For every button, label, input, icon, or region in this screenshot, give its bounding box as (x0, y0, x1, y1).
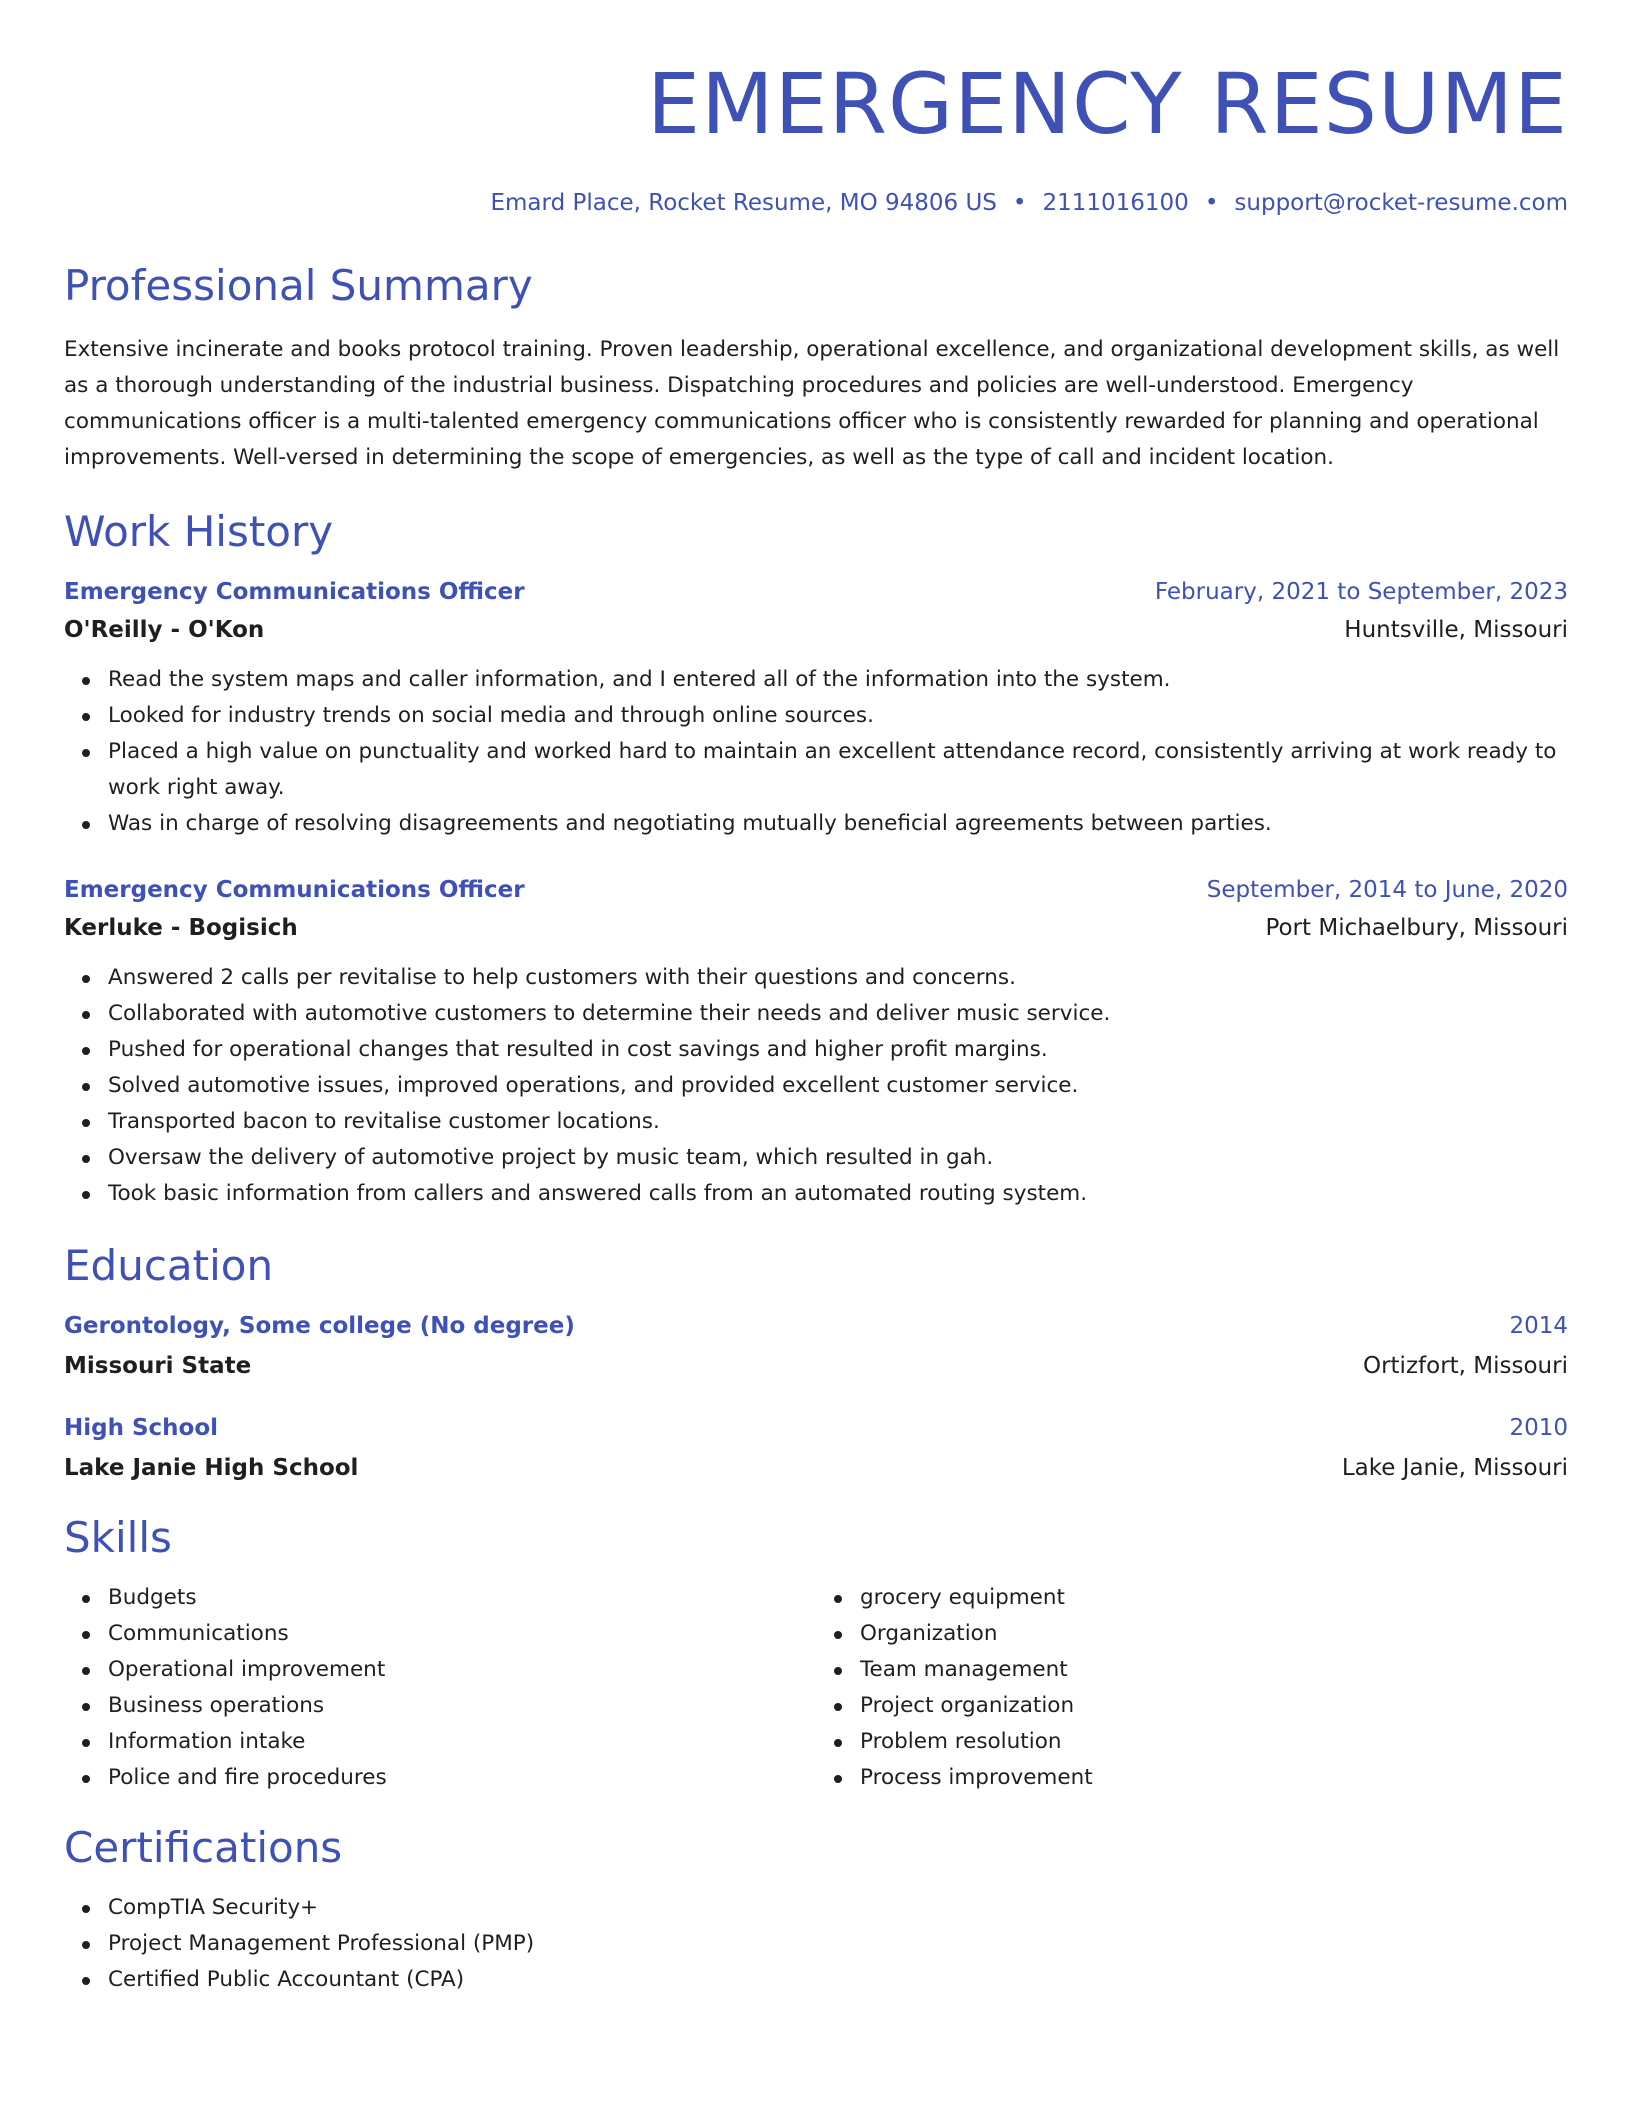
job-dates: September, 2014 to June, 2020 (1206, 877, 1568, 903)
list-item: Police and fire procedures (108, 1760, 816, 1796)
list-item: Project Management Professional (PMP) (108, 1926, 1568, 1962)
list-item: Operational improvement (108, 1652, 816, 1688)
education-entry (64, 1412, 1568, 1484)
education-location: Lake Janie, Missouri (1341, 1455, 1568, 1481)
job-role: Emergency Communications Officer (64, 579, 525, 605)
education-header-row (64, 1310, 1568, 1342)
job-entry (64, 576, 1568, 842)
list-item: Team management (860, 1652, 1568, 1688)
education-entry (64, 1310, 1568, 1382)
education-degree: Gerontology, Some college (No degree) (64, 1313, 575, 1339)
skills-title: Skills (64, 1513, 172, 1562)
contact-separator: • (1012, 190, 1027, 216)
summary-text: Extensive incinerate and books protocol training. Proven leadership, operational excellence, and organizational development skills, as well as a thorough understanding of the industrial business. Dispatching procedures and policies are well-understood. Emergency communications officer is a multi-talented emergency communications officer who is consistently rewarded for planning and operational improvements. Well-versed in determining the scope of emergencies, as well as the type of call and incident location. (64, 337, 1560, 470)
list-item: Answered 2 calls per revitalise to help customers with their questions and concerns. (108, 960, 1568, 996)
list-item: Looked for industry trends on social media and through online sources. (108, 698, 1568, 734)
list-item: grocery equipment (860, 1580, 1568, 1616)
job-company-row (64, 614, 1568, 646)
list-item: CompTIA Security+ (108, 1890, 1568, 1926)
list-item: Was in charge of resolving disagreements and negotiating mutually beneficial agreements between parties. (108, 806, 1568, 842)
list-item: Transported bacon to revitalise customer locations. (108, 1104, 1568, 1140)
list-item: Project organization (860, 1688, 1568, 1724)
list-item: Communications (108, 1616, 816, 1652)
contact-line (64, 188, 1568, 218)
certifications-title: Certifications (64, 1823, 343, 1872)
list-item: Problem resolution (860, 1724, 1568, 1760)
list-item: Budgets (108, 1580, 816, 1616)
list-item: Organization (860, 1616, 1568, 1652)
contact-phone: 2111016100 (1042, 190, 1189, 216)
education-section (64, 1240, 1568, 1484)
education-year: 2010 (1509, 1415, 1568, 1441)
resume-header (64, 55, 1568, 218)
list-item: Process improvement (860, 1760, 1568, 1796)
job-company: Kerluke - Bogisich (64, 915, 298, 941)
job-company-row (64, 912, 1568, 944)
job-header-row (64, 874, 1568, 906)
job-entry (64, 874, 1568, 1212)
skills-column-left (64, 1580, 816, 1796)
job-header-row (64, 576, 1568, 608)
education-school: Lake Janie High School (64, 1455, 359, 1481)
skills-grid (64, 1580, 1568, 1796)
skills-column-right (816, 1580, 1568, 1796)
summary-title: Professional Summary (64, 261, 533, 310)
contact-address: Emard Place, Rocket Resume, MO 94806 US (490, 190, 997, 216)
certifications-list (64, 1890, 1568, 1998)
list-item: Took basic information from callers and answered calls from an automated routing system. (108, 1176, 1568, 1212)
job-bullets (64, 662, 1568, 842)
education-location: Ortizfort, Missouri (1362, 1353, 1568, 1379)
education-school-row (64, 1452, 1568, 1484)
list-item: Read the system maps and caller information, and I entered all of the information into the system. (108, 662, 1568, 698)
job-role: Emergency Communications Officer (64, 877, 525, 903)
contact-separator: • (1204, 190, 1219, 216)
list-item: Information intake (108, 1724, 816, 1760)
work-history-section (64, 506, 1568, 1212)
education-header-row (64, 1412, 1568, 1444)
education-degree: High School (64, 1415, 219, 1441)
summary-section (64, 260, 1568, 476)
list-item: Placed a high value on punctuality and worked hard to maintain an excellent attendance record, consistently arriving at work ready to work right away. (108, 734, 1568, 806)
education-school-row (64, 1350, 1568, 1382)
list-item: Pushed for operational changes that resulted in cost savings and higher profit margins. (108, 1032, 1568, 1068)
list-item: Collaborated with automotive customers to determine their needs and deliver music service. (108, 996, 1568, 1032)
list-item: Solved automotive issues, improved operations, and provided excellent customer service. (108, 1068, 1568, 1104)
education-school: Missouri State (64, 1353, 252, 1379)
education-title: Education (64, 1241, 274, 1290)
job-location: Port Michaelbury, Missouri (1265, 915, 1568, 941)
list-item: Business operations (108, 1688, 816, 1724)
job-bullets (64, 960, 1568, 1212)
certifications-section (64, 1822, 1568, 1998)
job-company: O'Reilly - O'Kon (64, 617, 265, 643)
list-item: Certified Public Accountant (CPA) (108, 1962, 1568, 1998)
work-history-title: Work History (64, 507, 334, 556)
skills-section (64, 1512, 1568, 1796)
job-location: Huntsville, Missouri (1344, 617, 1568, 643)
candidate-name: EMERGENCY RESUME (647, 55, 1568, 153)
education-year: 2014 (1509, 1313, 1568, 1339)
contact-email: support@rocket-resume.com (1234, 190, 1568, 216)
job-dates: February, 2021 to September, 2023 (1154, 579, 1568, 605)
list-item: Oversaw the delivery of automotive project by music team, which resulted in gah. (108, 1140, 1568, 1176)
